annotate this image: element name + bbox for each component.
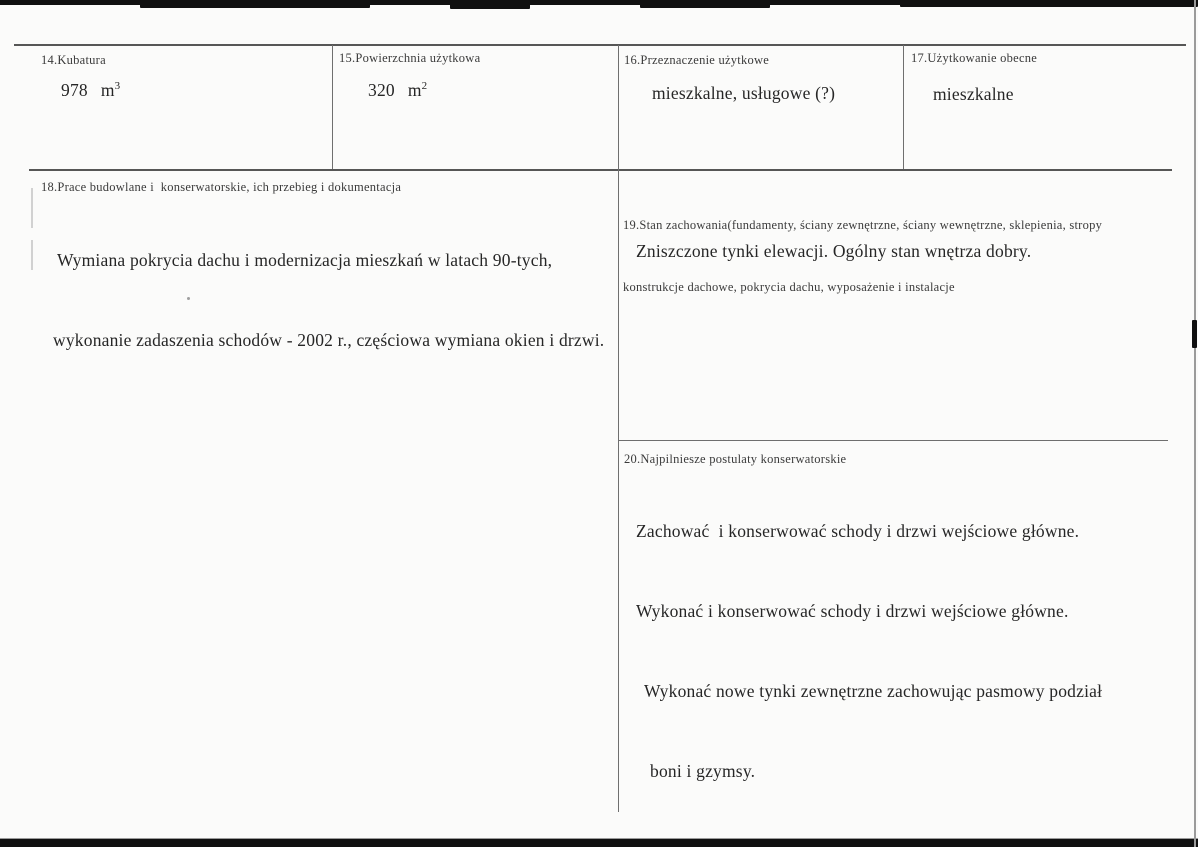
field-14-number: 978 — [61, 80, 88, 100]
rule-top — [14, 44, 1186, 46]
scan-edge-blob — [1192, 320, 1197, 348]
field-18-value-line: Wymiana pokrycia dachu i modernizacja mieszkań w latach 90-tych, — [57, 250, 553, 270]
field-15-exponent: 2 — [421, 80, 428, 93]
scan-edge-blob — [640, 0, 770, 8]
field-19-value: Zniszczone tynki elewacji. Ogólny stan wnętrza dobry. — [636, 241, 1032, 261]
field-20-value-line: Wykonać i konserwować schody i drzwi wejściowe główne. — [636, 601, 1069, 621]
field-14-value — [61, 80, 120, 101]
field-20-label: 20.Najpilniesze postulaty konserwatorskie — [624, 452, 847, 466]
scan-edge-right — [1194, 0, 1196, 847]
field-15-number: 320 — [368, 80, 395, 100]
scan-edge-blob — [900, 0, 1198, 7]
scan-streak — [31, 240, 33, 270]
field-14-exponent: 3 — [114, 80, 121, 93]
field-20-value-line: boni i gzymsy. — [650, 761, 756, 781]
scan-edge-blob — [450, 0, 530, 9]
field-14-label: 14.Kubatura — [41, 53, 106, 67]
field-17-label: 17.Użytkowanie obecne — [911, 51, 1038, 65]
divider-center-column — [618, 45, 619, 812]
field-15-unit: m — [407, 80, 422, 100]
rule-row1-bottom — [29, 169, 1172, 171]
scan-edge-blob — [140, 0, 370, 8]
field-14-unit: m — [100, 80, 115, 100]
field-16-label: 16.Przeznaczenie użytkowe — [624, 53, 770, 67]
field-20-value-line: Wykonać nowe tynki zewnętrzne zachowując pasmowy podział — [644, 681, 1103, 701]
field-19-label-line: konstrukcje dachowe, pokrycia dachu, wyposażenie i instalacje — [623, 280, 955, 294]
divider-14-15 — [332, 45, 333, 169]
field-18-label: 18.Prace budowlane i konserwatorskie, ich przebieg i dokumentacja — [41, 180, 402, 194]
scan-streak — [31, 188, 33, 228]
field-19-label-line: 19.Stan zachowania(fundamenty, ściany zewnętrzne, ściany wewnętrzne, sklepienia, stropy — [623, 218, 1103, 232]
field-15-label: 15.Powierzchnia użytkowa — [339, 51, 481, 65]
field-20-value-line: Zachować i konserwować schody i drzwi wejściowe główne. — [636, 521, 1080, 541]
field-15-value — [368, 80, 427, 101]
rule-19-20-divider — [618, 440, 1168, 441]
field-20-value — [636, 470, 1102, 832]
field-17-value: mieszkalne — [933, 84, 1014, 104]
divider-16-17 — [903, 45, 904, 169]
field-18-value-line: wykonanie zadaszenia schodów - 2002 r., częściowa wymiana okien i drzwi. — [53, 330, 605, 350]
field-18-value — [53, 199, 604, 401]
field-16-value: mieszkalne, usługowe (?) — [652, 83, 836, 103]
scan-edge-bottom — [0, 838, 1198, 847]
